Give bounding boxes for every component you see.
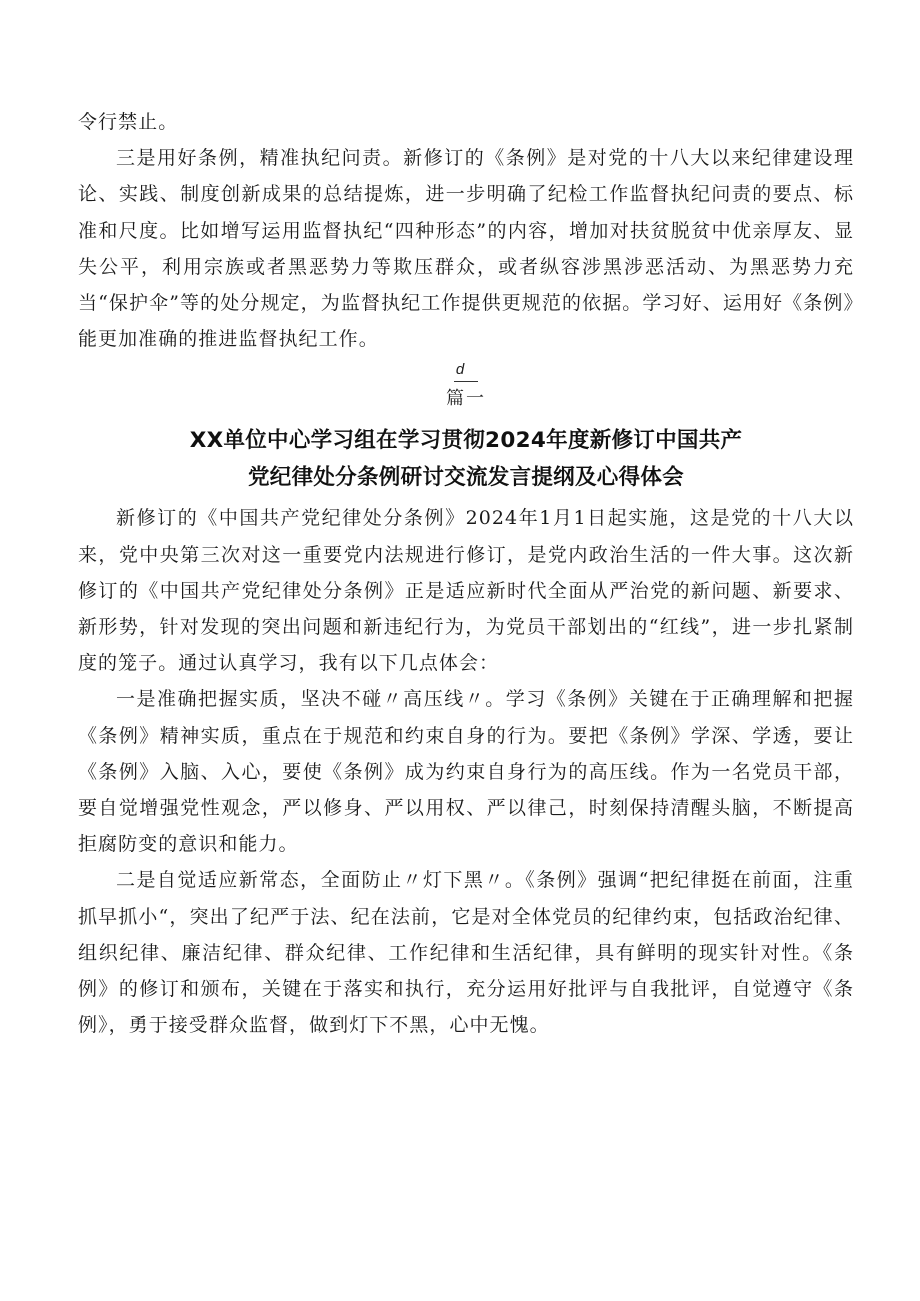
section-label: 篇一	[446, 388, 486, 410]
section-three-paragraph: 三是用好条例，精准执纪问责。新修订的《条例》是对党的十八大以来纪律建设理论、实践、制度创新成果的总结提炼，进一步明确了纪检工作监督执纪问责的要点、标准和尺度。比如增写运用监督执纪“四种形态”的内容，增加对扶贫脱贫中优亲厚友、显失公平，利用宗族或者黑恶势力等欺压群众，或者纵容涉黑涉恶活动、为黑恶势力充当“保护伞”等的处分规定，为监督执纪工作提供更规范的依据。学习好、运用好《条例》能更加准确的推进监督执纪工作。	[78, 147, 854, 351]
document-page	[78, 104, 854, 1043]
intro-paragraph: 新修订的《中国共产党纪律处分条例》2024年1月1日起实施，这是党的十八大以来，党中央第三次对这一重要党内法规进行修订，是党内政治生活的一件大事。这次新修订的《中国共产党纪律处分条例》正是适应新时代全面从严治党的新问题、新要求、新形势，针对发现的突出问题和新违纪行为，为党员干部划出的“红线”，进一步扎紧制度的笼子。通过认真学习，我有以下几点体会：	[78, 507, 854, 675]
point-two-paragraph: 二是自觉适应新常态，全面防止〃灯下黑〃。《条例》强调“把纪律挺在前面，注重抓早抓小“，突出了纪严于法、纪在法前，它是对全体党员的纪律约束，包括政治纪律、组织纪律、廉洁纪律、群众纪律、工作纪律和生活纪律，具有鲜明的现实针对性。《条例》的修订和颁布，关键在于落实和执行，充分运用好批评与自我批评，自觉遵守《条例》，勇于接受群众监督，做到灯下不黑，心中无愧。	[78, 869, 854, 1037]
document-title-line-2: 党纪律处分条例研讨交流发言提纲及心得体会	[247, 465, 684, 491]
continuation-paragraph: 令行禁止。	[78, 111, 179, 133]
document-title	[78, 422, 854, 496]
separator-mark: d	[454, 359, 478, 382]
document-title-line-1: XX单位中心学习组在学习贯彻2024年度新修订中国共产	[189, 428, 743, 454]
section-separator	[78, 359, 854, 416]
point-one-paragraph: 一是准确把握实质，坚决不碰〃高压线〃。学习《条例》关键在于正确理解和把握《条例》精神实质，重点在于规范和约束自身的行为。要把《条例》学深、学透，要让《条例》入脑、入心，要使《条例》成为约束自身行为的高压线。作为一名党员干部，要自觉增强党性观念，严以修身、严以用权、严以律己，时刻保持清醒头脑，不断提高拒腐防变的意识和能力。	[78, 688, 854, 856]
